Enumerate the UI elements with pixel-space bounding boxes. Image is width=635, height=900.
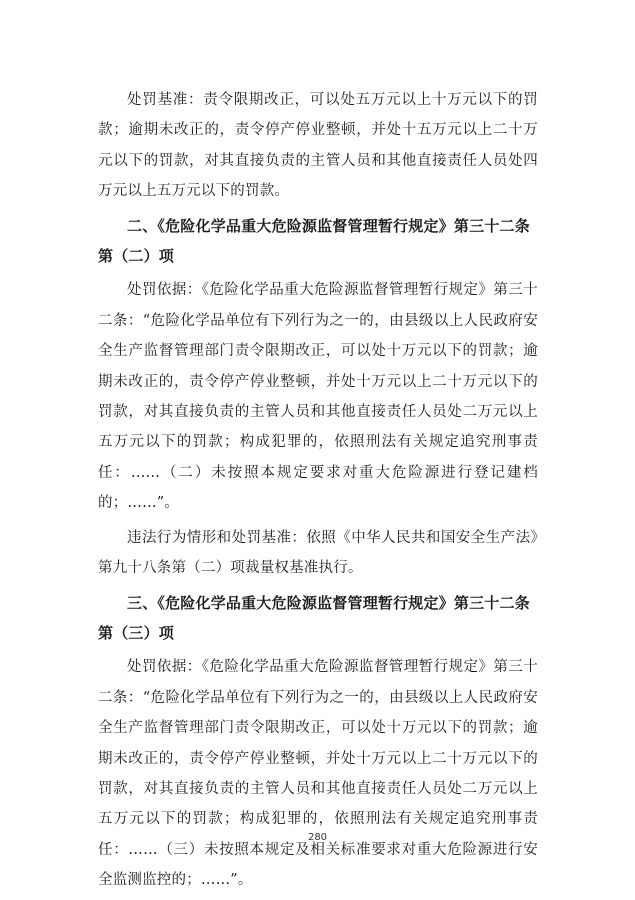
paragraph-penalty-basis-2: 处罚依据：《危险化学品重大危险源监督管理暂行规定》第三十二条：“危险化学品单位有下列行为之一的，由县级以上人民政府安全生产监督管理部门责令限期改正，可以处十万元以下的罚款；逾期未改正的，责令停产停业整顿，并处十万元以上二十万元以下的罚款，对其直接负责的主管人员和其他直接责任人员处二万元以上五万元以下的罚款；构成犯罪的，依照刑法有关规定追究刑事责任：……（二）未按照本规定要求对重大危险源进行登记建档的；……”。 (98, 282, 538, 512)
paragraph-penalty-basis-3: 处罚依据：《危险化学品重大危险源监督管理暂行规定》第三十二条：“危险化学品单位有下列行为之一的，由县级以上人民政府安全生产监督管理部门责令限期改正，可以处十万元以下的罚款；逾期未改正的，责令停产停业整顿，并处十万元以上二十万元以下的罚款，对其直接负责的主管人员和其他直接责任人员处二万元以上五万元以下的罚款；构成犯罪的，依照刑法有关规定追究刑事责任：……（三）未按照本规定及相关标准要求对重大危险源进行安全监测监控的；……”。 (98, 659, 538, 889)
section-heading-2: 二、《危险化学品重大危险源监督管理暂行规定》第三十二条第（二）项 (98, 216, 530, 266)
document-body (98, 85, 538, 900)
paragraph-penalty-standard: 处罚基准：责令限期改正，可以处五万元以上十万元以下的罚款；逾期未改正的，责令停产停业整顿，并处十五万元以上二十万元以下的罚款，对其直接负责的主管人员和其他直接责任人员处四万元以上五万元以下的罚款。 (98, 92, 538, 200)
page-number: 280 (307, 832, 328, 843)
paragraph-violation-standard-2: 违法行为情形和处罚基准：依照《中华人民共和国安全生产法》第九十八条第（二）项裁量权基准执行。 (98, 529, 538, 577)
section-heading-3: 三、《危险化学品重大危险源监督管理暂行规定》第三十二条第（三）项 (98, 593, 530, 642)
